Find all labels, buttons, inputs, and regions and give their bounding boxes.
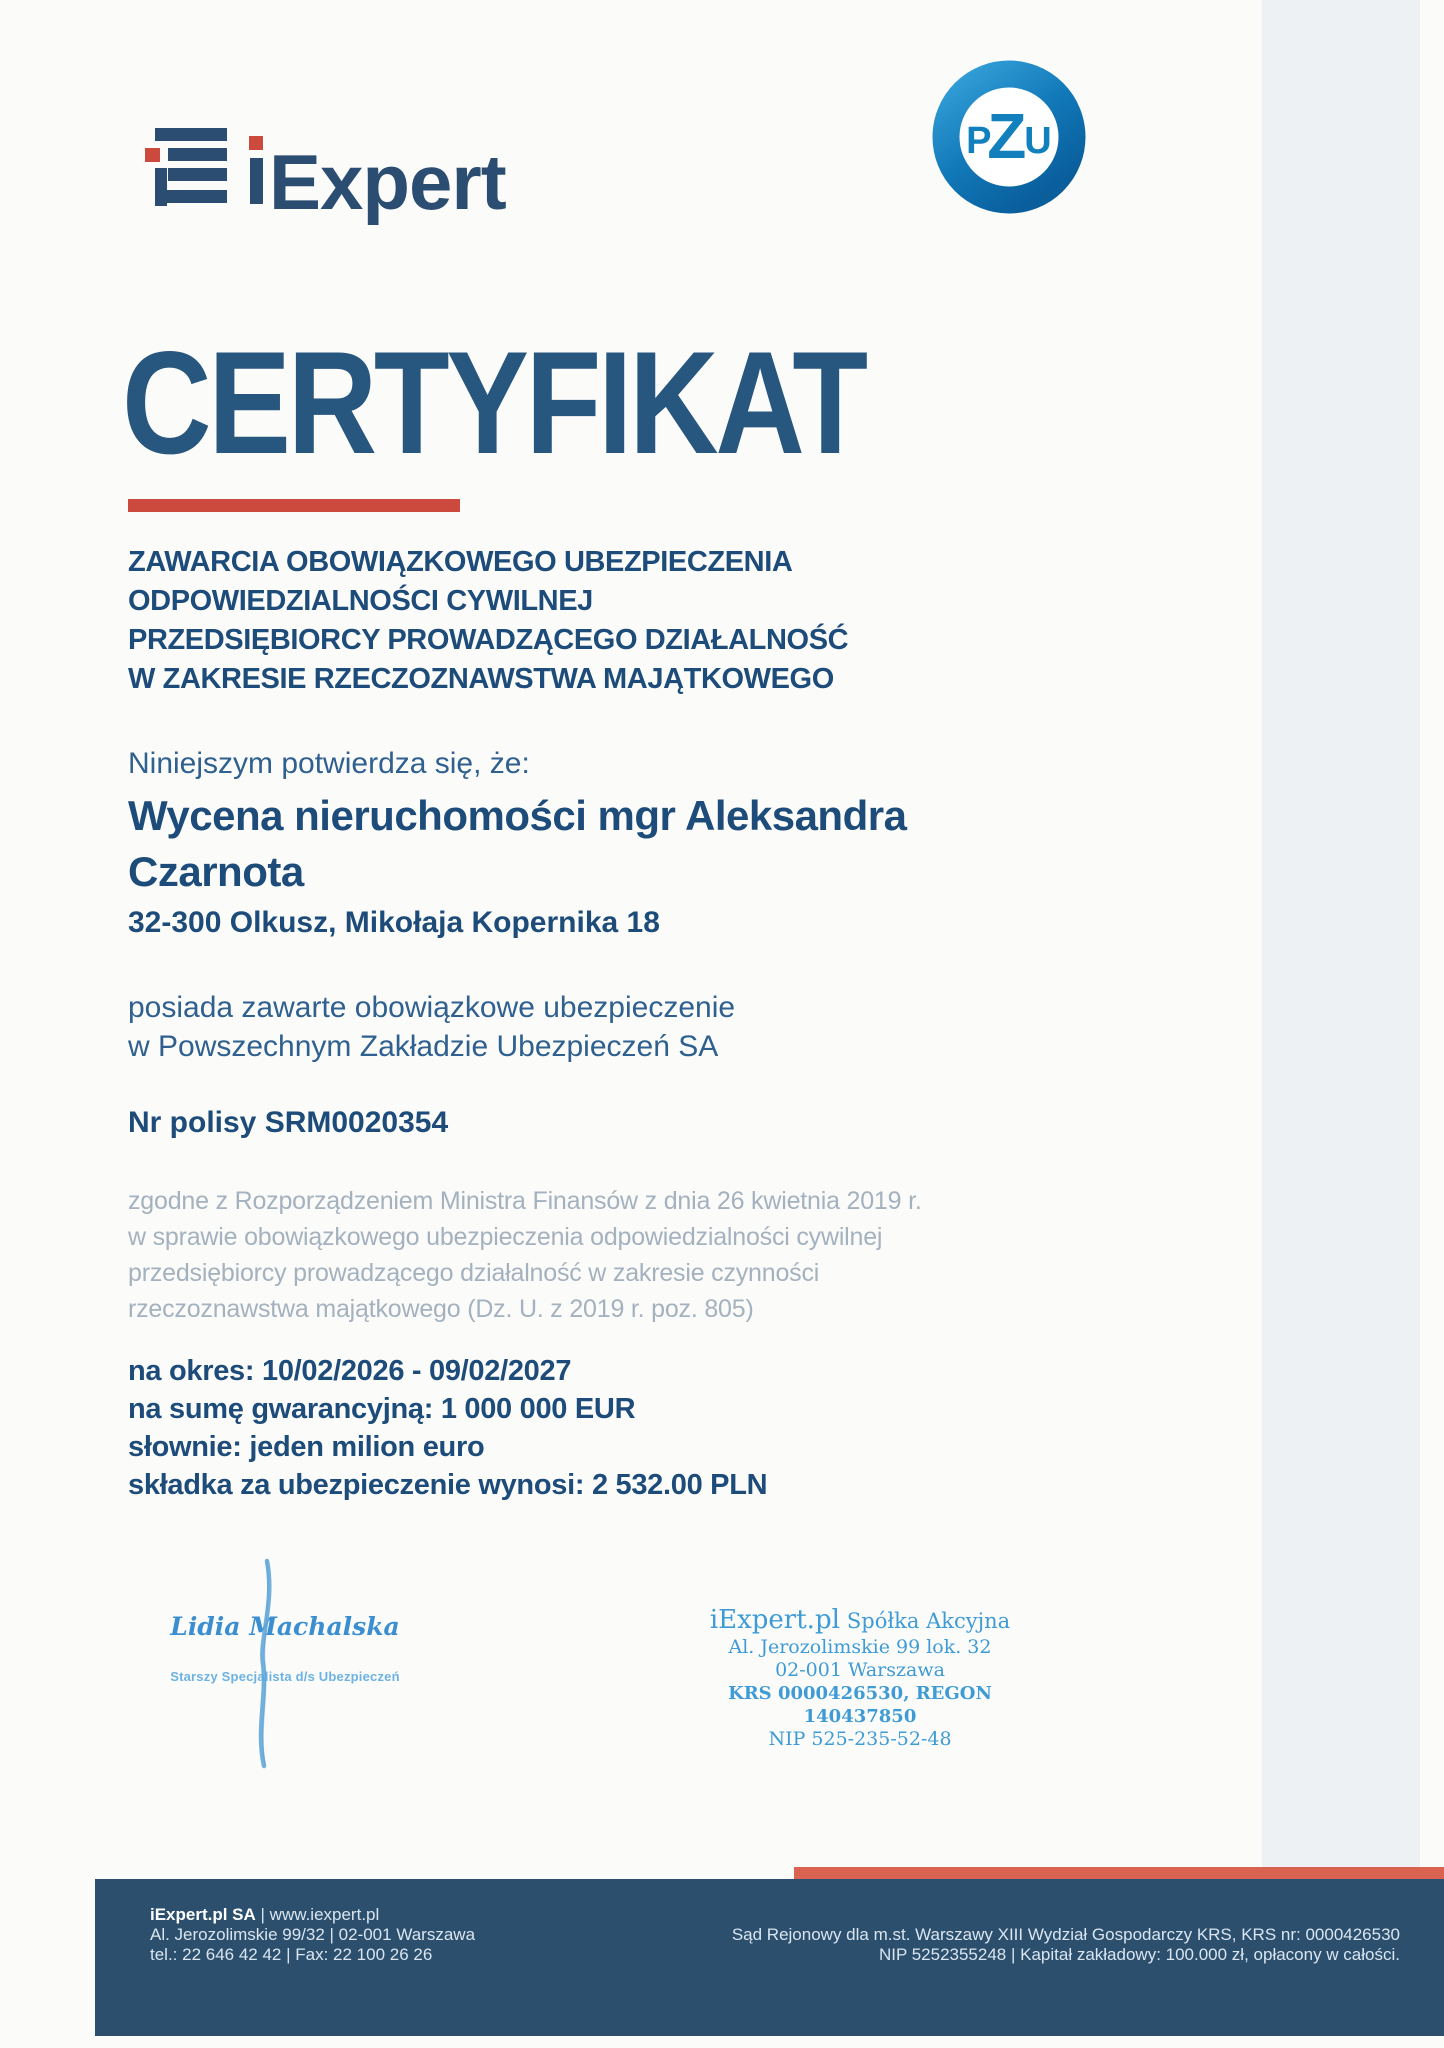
- confirmation-text: Niniejszym potwierdza się, że:: [128, 747, 530, 780]
- subject-line: ODPOWIEDZIALNOŚCI CYWILNEJ: [128, 585, 593, 617]
- legal-basis-line: zgodne z Rozporządzeniem Ministra Finansów z dnia 26 kwietnia 2019 r.: [128, 1187, 922, 1215]
- insured-name-line: Czarnota: [128, 848, 304, 895]
- insured-name: [128, 788, 906, 900]
- pzu-letters: P Z U: [966, 100, 1052, 172]
- footer-red-bar: [794, 1867, 1444, 1879]
- wordmark-i-red-dot: [249, 136, 263, 150]
- stamp-company-name: iExpert.pl: [709, 1605, 840, 1635]
- footer-company: iExpert.pl SA: [150, 1905, 256, 1924]
- footer-website: | www.iexpert.pl: [255, 1905, 380, 1924]
- subject-line: PRZEDSIĘBIORCY PROWADZĄCEGO DZIAŁALNOŚĆ: [128, 624, 849, 656]
- coverage-period: na okres: 10/02/2026 - 09/02/2027: [128, 1355, 572, 1387]
- pzu-logo: [930, 58, 1088, 216]
- footer-address: Al. Jerozolimskie 99/32 | 02-001 Warszawa: [150, 1925, 476, 1944]
- stamp-city: 02-001 Warszawa: [775, 1659, 945, 1681]
- insurer-line: posiada zawarte obowiązkowe ubezpieczenie: [128, 991, 736, 1024]
- stamp-krs-regon: KRS 0000426530, REGON 140437850: [728, 1683, 992, 1727]
- footer-bar: [95, 1879, 1444, 2036]
- mark-bar-bottom: [155, 190, 227, 203]
- wordmark-letter-i: [249, 136, 263, 204]
- certificate-title: CERTYFIKAT: [122, 321, 865, 484]
- coverage-sum-words: słownie: jeden milion euro: [128, 1431, 485, 1463]
- mark-bar-2: [168, 148, 227, 161]
- company-stamp: [700, 1605, 1020, 1751]
- legal-basis-line: rzeczoznawstwa majątkowego (Dz. U. z 2019 r. poz. 805): [128, 1295, 754, 1323]
- footer-left-block: [150, 1905, 475, 1965]
- footer-right-block: [732, 1925, 1400, 1965]
- insured-address: 32-300 Olkusz, Mikołaja Kopernika 18: [128, 906, 660, 939]
- footer-company-line: [150, 1905, 475, 1925]
- stamp-company-line: [700, 1605, 1020, 1636]
- coverage-premium: składka za ubezpieczenie wynosi: 2 532.00 PLN: [128, 1469, 768, 1501]
- footer-court: Sąd Rejonowy dla m.st. Warszawy XIII Wydział Gospodarczy KRS, KRS nr: 0000426530: [731, 1925, 1400, 1944]
- stamp-company-suffix: Spółka Akcyjna: [846, 1609, 1011, 1633]
- legal-basis: [128, 1183, 922, 1327]
- subject-line: ZAWARCIA OBOWIĄZKOWEGO UBEZPIECZENIA: [128, 546, 793, 578]
- wordmark-text: Expert: [269, 138, 506, 226]
- iexpert-logo: [145, 128, 506, 226]
- signature-name: Lidia Machalska: [170, 1612, 400, 1641]
- mark-red-square: [145, 148, 160, 162]
- mark-bar-3: [168, 168, 227, 181]
- certificate-subject: [128, 543, 848, 699]
- mark-bar-top: [155, 128, 227, 141]
- coverage-sum: na sumę gwarancyjną: 1 000 000 EUR: [128, 1393, 636, 1425]
- insurer-statement: [128, 988, 735, 1066]
- wordmark-i-stem: [250, 158, 263, 204]
- coverage-terms: [128, 1352, 767, 1504]
- footer-contact: tel.: 22 646 42 42 | Fax: 22 100 26 26: [150, 1945, 433, 1964]
- paper-texture-band: [1262, 0, 1420, 1870]
- title-underline: [128, 499, 460, 512]
- insurer-line: w Powszechnym Zakładzie Ubezpieczeń SA: [128, 1030, 719, 1063]
- iexpert-wordmark: [249, 136, 506, 226]
- legal-basis-line: w sprawie obowiązkowego ubezpieczenia odpowiedzialności cywilnej: [128, 1223, 883, 1251]
- subject-line: W ZAKRESIE RZECZOZNAWSTWA MAJĄTKOWEGO: [128, 663, 834, 695]
- footer-capital: NIP 5252355248 | Kapitał zakładowy: 100.000 zł, opłacony w całości.: [878, 1945, 1400, 1964]
- stamp-street: Al. Jerozolimskie 99 lok. 32: [728, 1636, 992, 1658]
- legal-basis-line: przedsiębiorcy prowadzącego działalność w zakresie czynności: [128, 1259, 820, 1287]
- stamp-nip: NIP 525-235-52-48: [768, 1728, 952, 1750]
- insured-name-line: Wycena nieruchomości mgr Aleksandra: [128, 792, 907, 839]
- iexpert-mark-icon: [145, 128, 229, 206]
- policy-number: Nr polisy SRM0020354: [128, 1106, 449, 1139]
- signature-pen-stroke: [240, 1558, 290, 1770]
- signature-role: Starszy Specjalista d/s Ubezpieczeń: [170, 1669, 400, 1684]
